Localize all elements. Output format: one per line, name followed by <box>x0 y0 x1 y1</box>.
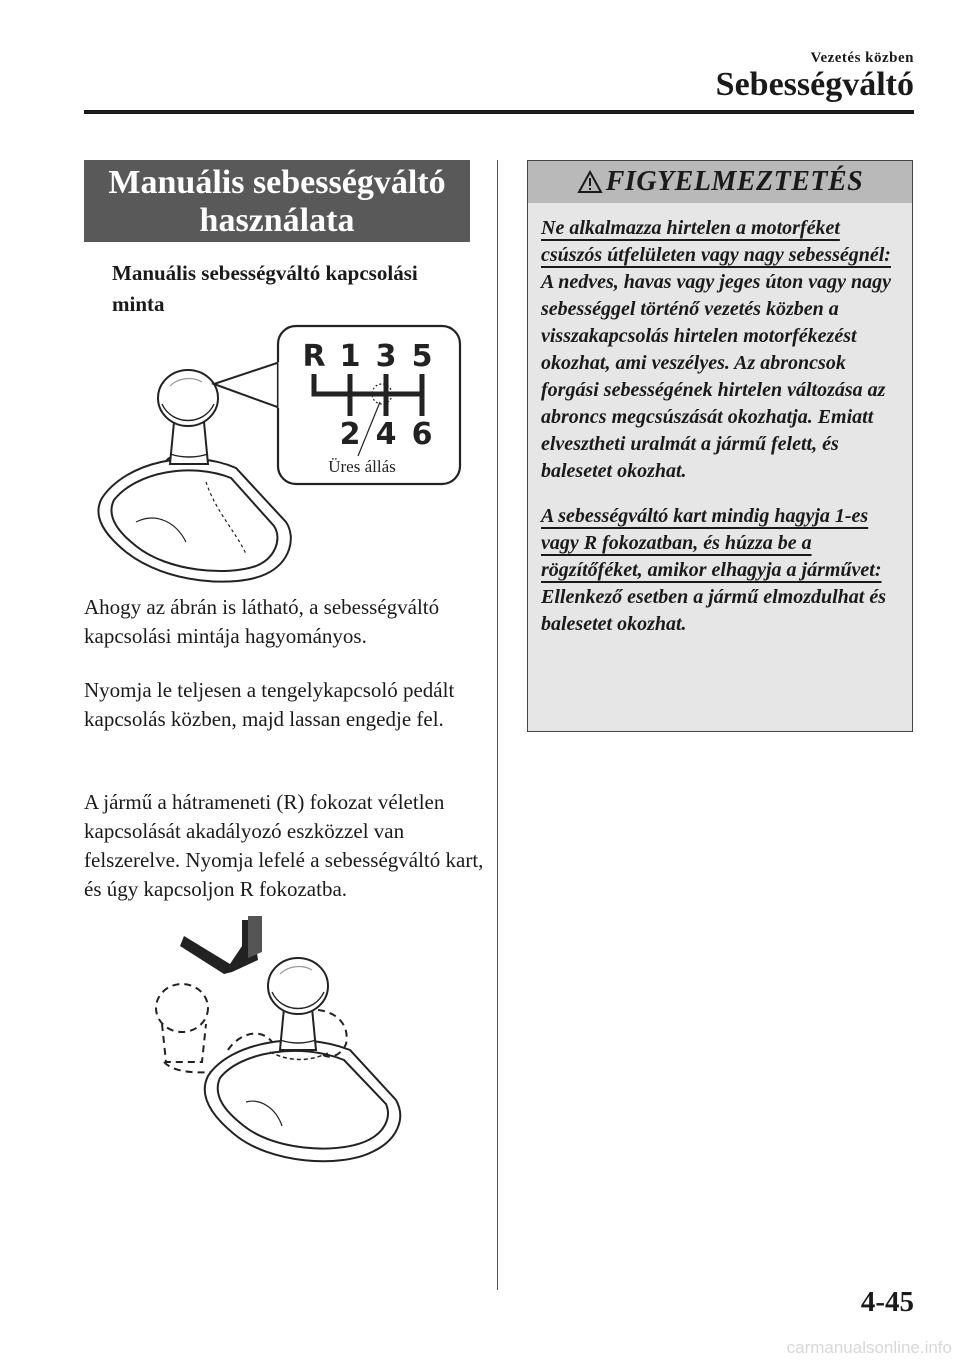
neutral-label: Üres állás <box>328 457 396 476</box>
warning-triangle-icon <box>577 170 603 194</box>
gear-label-6: 6 <box>411 417 433 452</box>
reverse-shift-figure <box>150 912 420 1180</box>
column-divider <box>497 160 498 1290</box>
warning-item-1-body: A nedves, havas vagy jeges úton vagy nagy sebességgel történő vezetés közben a visszakapcsolás hirtelen motorfékezést okozhat, ami veszélyes. Az abroncsok forgási sebességének hirtelen változása az abroncs megcsúszását okozhatja. Emiatt elvesztheti uralmát a jármű felett, és balesetet okozhat. <box>541 271 891 482</box>
header-title: Sebességváltó <box>715 66 914 103</box>
gear-label-2: 2 <box>339 417 361 452</box>
callout-pointer <box>214 362 280 408</box>
header-rule <box>84 110 914 114</box>
shift-lever-drawing-2 <box>268 958 328 1050</box>
gear-label-r: R <box>302 339 326 374</box>
warning-title-bar <box>528 161 912 203</box>
gear-label-5: 5 <box>411 339 433 374</box>
section-title-box <box>84 160 470 242</box>
section-title-line2: használata <box>199 202 355 239</box>
header-subtitle: Vezetés közben <box>810 50 914 66</box>
paragraph-1: Ahogy az ábrán is látható, a sebességváltó kapcsolási mintája hagyományos. <box>84 595 440 648</box>
section-title-line1: Manuális sebességváltó <box>108 164 446 201</box>
shift-pattern-figure <box>96 322 468 586</box>
push-down-arrow-icon <box>180 916 262 974</box>
shift-lever-drawing <box>158 370 218 464</box>
paragraph-3: A jármű a hátrameneti (R) fokozat véletlen kapcsolását akadályozó eszközzel van felszerelve. Nyomja lefelé a sebességváltó kart, és úgy kapcsoljon R fokozatba. <box>84 790 484 901</box>
warning-item-1-heading: Ne alkalmazza hirtelen a motorféket csúszós útfelületen vagy nagy sebességnél: <box>541 217 891 266</box>
gear-label-1: 1 <box>339 339 361 374</box>
subheading: Manuális sebességváltó kapcsolási minta <box>112 261 418 316</box>
warning-item-2-body: Ellenkező esetben a jármű elmozdulhat és balesetet okozhat. <box>541 586 887 635</box>
gear-label-3: 3 <box>375 339 397 374</box>
paragraph-2: Nyomja le teljesen a tengelykapcsoló pedált kapcsolás közben, majd lassan engedje fel. <box>84 678 455 731</box>
shift-boot-drawing-2 <box>205 1040 400 1161</box>
warning-box <box>527 160 913 732</box>
footer-watermark: carmanualsonline.info <box>786 1338 952 1357</box>
warning-content <box>528 203 912 638</box>
shift-boot-drawing <box>98 455 290 582</box>
warning-title-text: FIGYELMEZTETÉS <box>605 166 864 197</box>
page-number: 4-45 <box>860 1286 914 1318</box>
warning-item-2-heading: A sebességváltó kart mindig hagyja 1-es vagy R fokozatban, és húzza be a rögzítőféket, amikor elhagyja a járművet: <box>541 505 882 581</box>
gear-label-4: 4 <box>375 417 397 452</box>
